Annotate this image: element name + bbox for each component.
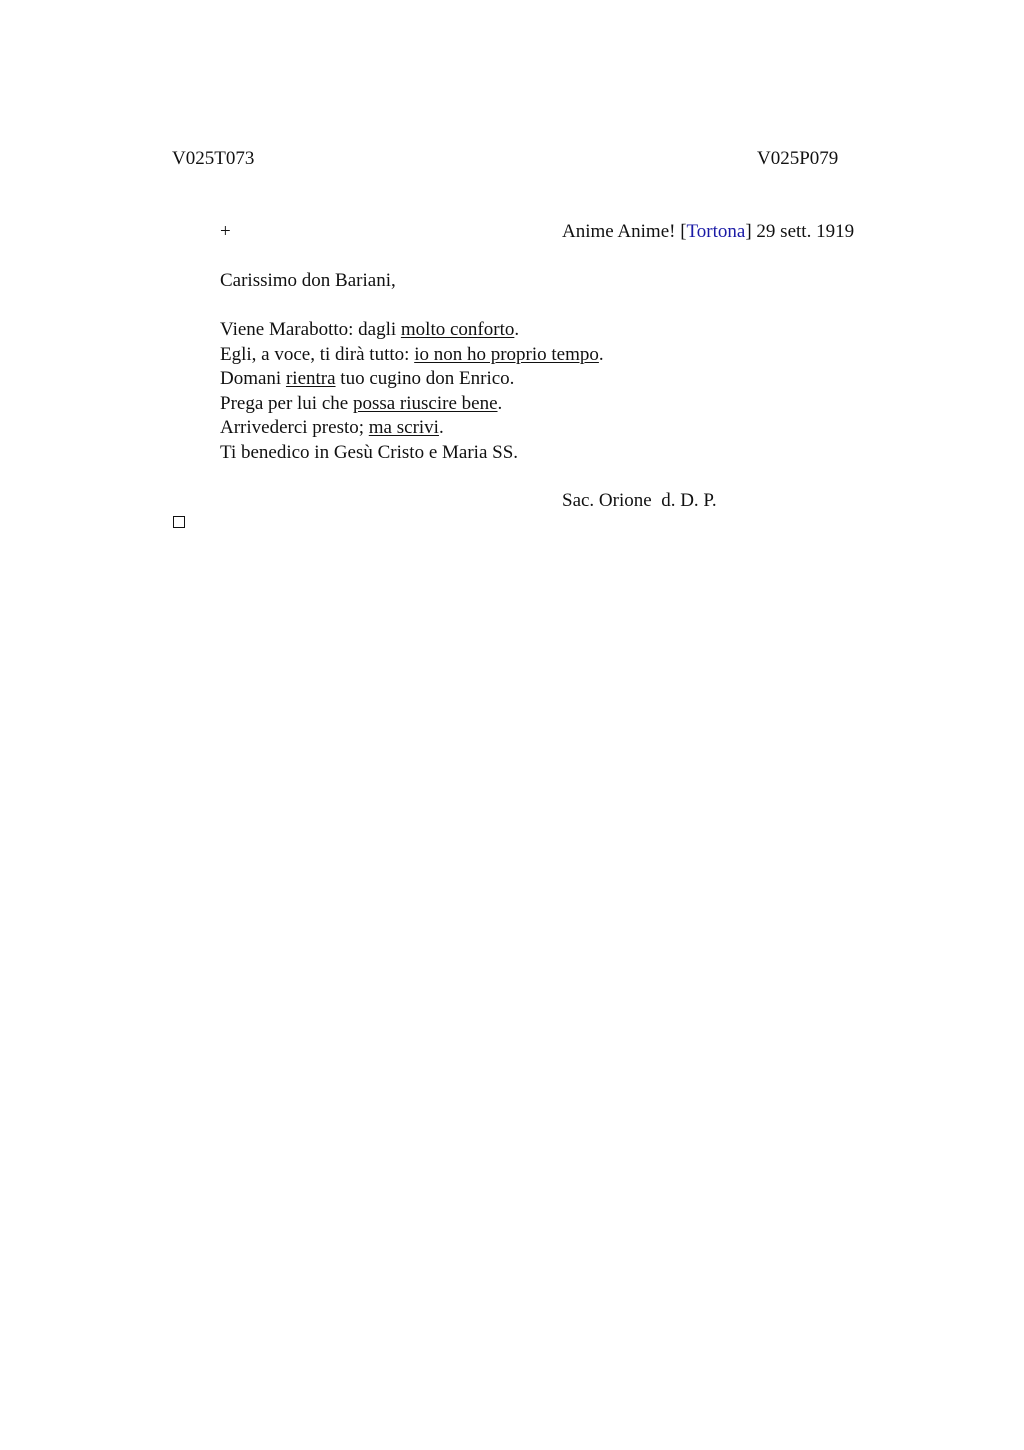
cross-symbol: + [220, 221, 231, 242]
document-code-left: V025T073 [172, 148, 255, 169]
body-line-text: . [514, 319, 520, 340]
body-line-text: . [598, 343, 604, 365]
dateline [562, 220, 854, 244]
body-line [220, 392, 604, 417]
document-code-right: V025P079 [757, 148, 839, 169]
body-line-underlined: rientra [285, 368, 336, 389]
body-line [220, 416, 604, 441]
end-of-document-box-icon [173, 516, 185, 528]
body-line-underlined: io non ho proprio tempo [414, 343, 599, 365]
dateline-suffix: ] 29 sett. 1919 [745, 221, 855, 242]
body-line-underlined: possa riuscire bene [352, 392, 498, 414]
body-line-text: Domani [220, 368, 286, 389]
dateline-prefix: Anime Anime! [ [562, 221, 687, 242]
body-line-text: Ti benedico in Gesù Cristo e Maria SS. [220, 441, 519, 463]
body-line-text: Arrivederci presto; [220, 417, 369, 438]
signature: Sac. Orione d. D. P. [562, 490, 717, 511]
body-line-underlined: ma scrivi [368, 417, 439, 438]
body-line [220, 441, 604, 466]
body-line-text: tuo cugino don Enrico. [335, 368, 515, 389]
salutation: Carissimo don Bariani, [220, 270, 396, 291]
body-line-text: . [438, 417, 444, 438]
dateline-place: Tortona [686, 221, 746, 242]
body-line-text: Prega per lui che [220, 392, 353, 414]
letter-body [220, 318, 604, 465]
body-line [220, 318, 604, 343]
body-line [220, 367, 604, 392]
body-line-text: Viene Marabotto: dagli [220, 319, 401, 340]
body-line-text: . [497, 392, 503, 414]
body-line-text: Egli, a voce, ti dirà tutto: [220, 343, 415, 365]
body-line [220, 343, 604, 368]
body-line-underlined: molto conforto [400, 319, 515, 340]
